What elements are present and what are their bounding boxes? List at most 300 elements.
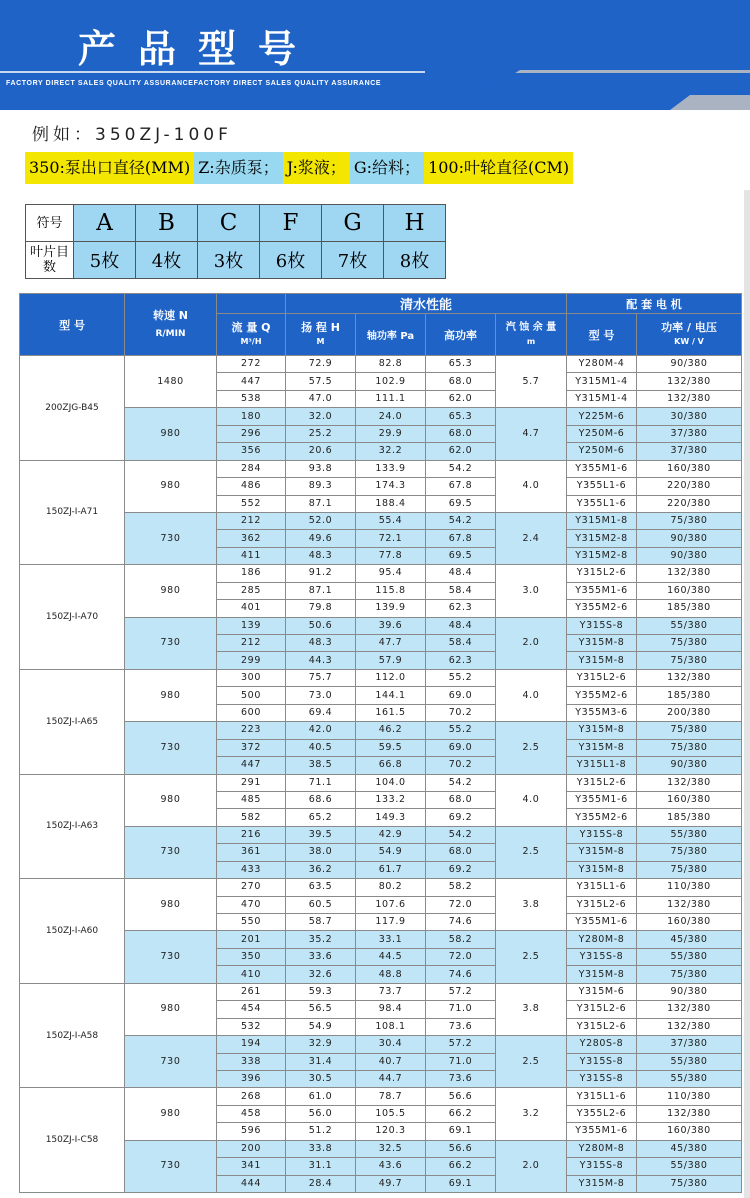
motor-model-cell: Y355M3-6 xyxy=(567,704,637,721)
flow-cell: 212 xyxy=(217,512,286,529)
head-cell: 38.0 xyxy=(286,844,356,861)
shaft-power-cell: 44.5 xyxy=(356,948,426,965)
motor-model-cell: Y315M-8 xyxy=(567,966,637,983)
motor-model-cell: Y355L1-6 xyxy=(567,478,637,495)
motor-model-cell: Y250M-6 xyxy=(567,443,637,460)
flow-cell: 194 xyxy=(217,1036,286,1053)
npsh-cell: 2.5 xyxy=(496,826,567,878)
efficiency-cell: 70.2 xyxy=(426,757,496,774)
flow-cell: 350 xyxy=(217,948,286,965)
efficiency-cell: 69.0 xyxy=(426,739,496,756)
efficiency-cell: 67.8 xyxy=(426,478,496,495)
flow-cell: 485 xyxy=(217,791,286,808)
shaft-power-cell: 133.9 xyxy=(356,460,426,477)
shaft-power-cell: 66.8 xyxy=(356,757,426,774)
motor-model-cell: Y315L1-8 xyxy=(567,757,637,774)
shaft-power-cell: 77.8 xyxy=(356,547,426,564)
head-cell: 39.5 xyxy=(286,826,356,843)
flow-cell: 361 xyxy=(217,844,286,861)
flow-cell: 186 xyxy=(217,565,286,582)
head-cell: 57.5 xyxy=(286,373,356,390)
efficiency-cell: 68.0 xyxy=(426,425,496,442)
head-cell: 60.5 xyxy=(286,896,356,913)
flow-cell: 396 xyxy=(217,1070,286,1087)
motor-model-cell: Y315L2-6 xyxy=(567,1018,637,1035)
head-cell: 58.7 xyxy=(286,914,356,931)
head-cell: 79.8 xyxy=(286,600,356,617)
shaft-power-cell: 78.7 xyxy=(356,1088,426,1105)
motor-model-cell: Y315L2-6 xyxy=(567,896,637,913)
motor-power-cell: 55/380 xyxy=(637,826,742,843)
shaft-power-cell: 144.1 xyxy=(356,687,426,704)
header-motor: 配 套 电 机 xyxy=(567,294,742,314)
efficiency-cell: 68.0 xyxy=(426,373,496,390)
table-row xyxy=(20,722,742,739)
motor-model-cell: Y355M2-6 xyxy=(567,600,637,617)
motor-model-cell: Y315L2-6 xyxy=(567,1001,637,1018)
flow-cell: 596 xyxy=(217,1123,286,1140)
motor-power-cell: 90/380 xyxy=(637,530,742,547)
motor-model-cell: Y315M2-8 xyxy=(567,547,637,564)
npsh-cell: 3.8 xyxy=(496,879,567,931)
efficiency-cell: 58.2 xyxy=(426,931,496,948)
pump-model-cell: 200ZJG-B45 xyxy=(20,356,125,461)
head-cell: 93.8 xyxy=(286,460,356,477)
npsh-cell: 5.7 xyxy=(496,356,567,408)
head-cell: 31.1 xyxy=(286,1158,356,1175)
motor-model-cell: Y315S-8 xyxy=(567,617,637,634)
shaft-power-cell: 40.7 xyxy=(356,1053,426,1070)
motor-power-cell: 45/380 xyxy=(637,931,742,948)
efficiency-cell: 73.6 xyxy=(426,1070,496,1087)
motor-power-cell: 90/380 xyxy=(637,547,742,564)
flow-cell: 532 xyxy=(217,1018,286,1035)
head-cell: 71.1 xyxy=(286,774,356,791)
motor-power-cell: 160/380 xyxy=(637,1123,742,1140)
npsh-cell: 3.8 xyxy=(496,983,567,1035)
pump-model-cell: 150ZJ-I-A70 xyxy=(20,565,125,670)
header-spacer xyxy=(217,294,286,314)
motor-model-cell: Y280M-4 xyxy=(567,356,637,373)
head-cell: 89.3 xyxy=(286,478,356,495)
efficiency-cell: 70.2 xyxy=(426,704,496,721)
flow-cell: 582 xyxy=(217,809,286,826)
efficiency-cell: 54.2 xyxy=(426,774,496,791)
header-speed-label: 转速 N xyxy=(152,308,189,322)
shaft-power-cell: 112.0 xyxy=(356,669,426,686)
head-cell: 73.0 xyxy=(286,687,356,704)
table-row xyxy=(20,1088,742,1105)
flow-cell: 296 xyxy=(217,425,286,442)
efficiency-cell: 57.2 xyxy=(426,983,496,1000)
motor-power-cell: 90/380 xyxy=(637,356,742,373)
blade-count-cell: 5枚 xyxy=(74,242,136,279)
flow-cell: 300 xyxy=(217,669,286,686)
flow-cell: 444 xyxy=(217,1175,286,1192)
header-power-label: 功率 / 电压 xyxy=(661,320,717,334)
head-cell: 87.1 xyxy=(286,582,356,599)
flow-cell: 433 xyxy=(217,861,286,878)
pump-model-cell: 150ZJ-I-A58 xyxy=(20,983,125,1088)
shaft-power-cell: 30.4 xyxy=(356,1036,426,1053)
symbol-cell: H xyxy=(384,205,446,242)
efficiency-cell: 74.6 xyxy=(426,914,496,931)
motor-power-cell: 37/380 xyxy=(637,1036,742,1053)
motor-model-cell: Y315L2-6 xyxy=(567,669,637,686)
symbol-label: 符号 xyxy=(26,205,74,242)
table-row xyxy=(20,983,742,1000)
efficiency-cell: 69.1 xyxy=(426,1123,496,1140)
shaft-power-cell: 54.9 xyxy=(356,844,426,861)
flow-cell: 600 xyxy=(217,704,286,721)
motor-model-cell: Y355M1-6 xyxy=(567,582,637,599)
efficiency-cell: 67.8 xyxy=(426,530,496,547)
efficiency-cell: 54.2 xyxy=(426,826,496,843)
shaft-power-cell: 149.3 xyxy=(356,809,426,826)
efficiency-cell: 57.2 xyxy=(426,1036,496,1053)
head-cell: 28.4 xyxy=(286,1175,356,1192)
motor-model-cell: Y250M-6 xyxy=(567,425,637,442)
motor-power-cell: 75/380 xyxy=(637,844,742,861)
motor-power-cell: 132/380 xyxy=(637,774,742,791)
motor-power-cell: 132/380 xyxy=(637,1001,742,1018)
motor-model-cell: Y225M-6 xyxy=(567,408,637,425)
motor-power-cell: 185/380 xyxy=(637,600,742,617)
header-efficiency: 高功率 xyxy=(426,314,496,356)
motor-power-cell: 75/380 xyxy=(637,722,742,739)
efficiency-cell: 62.0 xyxy=(426,390,496,407)
shaft-power-cell: 32.5 xyxy=(356,1140,426,1157)
head-cell: 25.2 xyxy=(286,425,356,442)
motor-model-cell: Y315M-8 xyxy=(567,1175,637,1192)
shaft-power-cell: 57.9 xyxy=(356,652,426,669)
blade-count-cell: 7枚 xyxy=(322,242,384,279)
legend-item: 100:叶轮直径(CM) xyxy=(424,152,573,184)
motor-power-cell: 132/380 xyxy=(637,669,742,686)
head-cell: 36.2 xyxy=(286,861,356,878)
head-cell: 75.7 xyxy=(286,669,356,686)
table-row xyxy=(20,1036,742,1053)
flow-cell: 261 xyxy=(217,983,286,1000)
motor-power-cell: 90/380 xyxy=(637,757,742,774)
efficiency-cell: 55.2 xyxy=(426,669,496,686)
table-row xyxy=(20,931,742,948)
npsh-cell: 3.2 xyxy=(496,1088,567,1140)
motor-power-cell: 45/380 xyxy=(637,1140,742,1157)
flow-cell: 552 xyxy=(217,495,286,512)
shaft-power-cell: 107.6 xyxy=(356,896,426,913)
speed-cell: 980 xyxy=(125,669,217,721)
head-cell: 65.2 xyxy=(286,809,356,826)
header-banner xyxy=(0,0,750,110)
header-power-unit: KW / V xyxy=(674,336,704,346)
flow-cell: 272 xyxy=(217,356,286,373)
motor-power-cell: 160/380 xyxy=(637,914,742,931)
motor-power-cell: 75/380 xyxy=(637,1175,742,1192)
shaft-power-cell: 59.5 xyxy=(356,739,426,756)
motor-power-cell: 55/380 xyxy=(637,1053,742,1070)
table-row xyxy=(20,1140,742,1157)
speed-cell: 980 xyxy=(125,983,217,1035)
flow-cell: 180 xyxy=(217,408,286,425)
efficiency-cell: 56.6 xyxy=(426,1140,496,1157)
blade-count-cell: 4枚 xyxy=(136,242,198,279)
motor-model-cell: Y315S-8 xyxy=(567,1053,637,1070)
efficiency-cell: 54.2 xyxy=(426,512,496,529)
npsh-cell: 2.0 xyxy=(496,617,567,669)
motor-power-cell: 90/380 xyxy=(637,983,742,1000)
motor-power-cell: 132/380 xyxy=(637,373,742,390)
table-row xyxy=(20,879,742,896)
legend-item: Z:杂质泵； xyxy=(194,152,283,184)
efficiency-cell: 73.6 xyxy=(426,1018,496,1035)
table-row xyxy=(20,826,742,843)
motor-power-cell: 75/380 xyxy=(637,652,742,669)
shaft-power-cell: 105.5 xyxy=(356,1105,426,1122)
motor-power-cell: 132/380 xyxy=(637,896,742,913)
flow-cell: 500 xyxy=(217,687,286,704)
header-npsh-unit: m xyxy=(526,336,536,346)
motor-model-cell: Y315L1-6 xyxy=(567,879,637,896)
npsh-cell: 2.5 xyxy=(496,931,567,983)
npsh-cell: 2.4 xyxy=(496,512,567,564)
shaft-power-cell: 24.0 xyxy=(356,408,426,425)
shaft-power-cell: 188.4 xyxy=(356,495,426,512)
flow-cell: 268 xyxy=(217,1088,286,1105)
speed-cell: 730 xyxy=(125,722,217,774)
flow-cell: 486 xyxy=(217,478,286,495)
efficiency-cell: 69.5 xyxy=(426,547,496,564)
efficiency-cell: 71.0 xyxy=(426,1053,496,1070)
motor-model-cell: Y355M1-6 xyxy=(567,914,637,931)
motor-power-cell: 132/380 xyxy=(637,390,742,407)
efficiency-cell: 69.5 xyxy=(426,495,496,512)
flow-cell: 223 xyxy=(217,722,286,739)
speed-cell: 980 xyxy=(125,565,217,617)
head-cell: 56.0 xyxy=(286,1105,356,1122)
shaft-power-cell: 95.4 xyxy=(356,565,426,582)
shaft-power-cell: 117.9 xyxy=(356,914,426,931)
efficiency-cell: 68.0 xyxy=(426,844,496,861)
efficiency-cell: 66.2 xyxy=(426,1105,496,1122)
efficiency-cell: 48.4 xyxy=(426,617,496,634)
head-cell: 72.9 xyxy=(286,356,356,373)
pump-model-cell: 150ZJ-I-A63 xyxy=(20,774,125,879)
motor-power-cell: 160/380 xyxy=(637,582,742,599)
head-cell: 30.5 xyxy=(286,1070,356,1087)
shaft-power-cell: 29.9 xyxy=(356,425,426,442)
legend-item: G:给料； xyxy=(350,152,424,184)
table-row xyxy=(20,669,742,686)
speed-cell: 980 xyxy=(125,1088,217,1140)
shaft-power-cell: 32.2 xyxy=(356,443,426,460)
motor-power-cell: 75/380 xyxy=(637,966,742,983)
model-legend xyxy=(25,152,573,184)
table-row xyxy=(20,356,742,373)
npsh-cell: 2.5 xyxy=(496,722,567,774)
efficiency-cell: 65.3 xyxy=(426,408,496,425)
head-cell: 32.0 xyxy=(286,408,356,425)
header-npsh xyxy=(496,314,567,356)
motor-power-cell: 110/380 xyxy=(637,879,742,896)
shaft-power-cell: 55.4 xyxy=(356,512,426,529)
head-cell: 47.0 xyxy=(286,390,356,407)
head-cell: 52.0 xyxy=(286,512,356,529)
legend-item: J:浆液； xyxy=(283,152,350,184)
efficiency-cell: 62.3 xyxy=(426,652,496,669)
speed-cell: 980 xyxy=(125,460,217,512)
motor-model-cell: Y315L2-6 xyxy=(567,565,637,582)
pump-model-cell: 150ZJ-I-A60 xyxy=(20,879,125,984)
efficiency-cell: 68.0 xyxy=(426,791,496,808)
flow-cell: 470 xyxy=(217,896,286,913)
motor-power-cell: 185/380 xyxy=(637,687,742,704)
speed-cell: 730 xyxy=(125,826,217,878)
flow-cell: 284 xyxy=(217,460,286,477)
head-cell: 32.6 xyxy=(286,966,356,983)
header-head-label: 扬 程 H xyxy=(301,320,340,334)
efficiency-cell: 56.6 xyxy=(426,1088,496,1105)
shaft-power-cell: 48.8 xyxy=(356,966,426,983)
flow-cell: 270 xyxy=(217,879,286,896)
shaft-power-cell: 49.7 xyxy=(356,1175,426,1192)
efficiency-cell: 66.2 xyxy=(426,1158,496,1175)
motor-model-cell: Y315M-8 xyxy=(567,722,637,739)
shaft-power-cell: 61.7 xyxy=(356,861,426,878)
speed-cell: 980 xyxy=(125,879,217,931)
head-cell: 35.2 xyxy=(286,931,356,948)
motor-power-cell: 110/380 xyxy=(637,1088,742,1105)
flow-cell: 401 xyxy=(217,600,286,617)
speed-cell: 730 xyxy=(125,1140,217,1192)
table-row xyxy=(20,774,742,791)
blade-count-cell: 8枚 xyxy=(384,242,446,279)
blade-count-cell: 3枚 xyxy=(198,242,260,279)
npsh-cell: 4.0 xyxy=(496,774,567,826)
motor-model-cell: Y315S-8 xyxy=(567,948,637,965)
motor-model-cell: Y315M1-4 xyxy=(567,390,637,407)
efficiency-cell: 72.0 xyxy=(426,948,496,965)
motor-power-cell: 30/380 xyxy=(637,408,742,425)
header-npsh-label: 汽 蚀 余 量 xyxy=(505,321,557,333)
head-cell: 48.3 xyxy=(286,635,356,652)
table-row xyxy=(20,565,742,582)
motor-model-cell: Y315M-8 xyxy=(567,652,637,669)
motor-power-cell: 132/380 xyxy=(637,1105,742,1122)
flow-cell: 200 xyxy=(217,1140,286,1157)
npsh-cell: 4.0 xyxy=(496,460,567,512)
shaft-power-cell: 80.2 xyxy=(356,879,426,896)
flow-cell: 139 xyxy=(217,617,286,634)
flow-cell: 372 xyxy=(217,739,286,756)
efficiency-cell: 65.3 xyxy=(426,356,496,373)
symbol-cell: A xyxy=(74,205,136,242)
symbol-cell: B xyxy=(136,205,198,242)
header-flow-label: 流 量 Q xyxy=(231,320,271,334)
legend-item: 350:泵出口直径(MM) xyxy=(25,152,194,184)
efficiency-cell: 72.0 xyxy=(426,896,496,913)
efficiency-cell: 74.6 xyxy=(426,966,496,983)
flow-cell: 285 xyxy=(217,582,286,599)
motor-model-cell: Y315M-8 xyxy=(567,739,637,756)
shaft-power-cell: 120.3 xyxy=(356,1123,426,1140)
efficiency-cell: 62.3 xyxy=(426,600,496,617)
table-row xyxy=(20,460,742,477)
motor-power-cell: 220/380 xyxy=(637,495,742,512)
head-cell: 38.5 xyxy=(286,757,356,774)
shaft-power-cell: 33.1 xyxy=(356,931,426,948)
motor-model-cell: Y315M1-8 xyxy=(567,512,637,529)
header-shaft-power: 轴功率 Pa xyxy=(356,314,426,356)
symbol-cell: G xyxy=(322,205,384,242)
shaft-power-cell: 98.4 xyxy=(356,1001,426,1018)
efficiency-cell: 58.4 xyxy=(426,582,496,599)
flow-cell: 338 xyxy=(217,1053,286,1070)
motor-power-cell: 37/380 xyxy=(637,443,742,460)
shaft-power-cell: 73.7 xyxy=(356,983,426,1000)
head-cell: 49.6 xyxy=(286,530,356,547)
symbol-cell: C xyxy=(198,205,260,242)
flow-cell: 212 xyxy=(217,635,286,652)
flow-cell: 299 xyxy=(217,652,286,669)
head-cell: 63.5 xyxy=(286,879,356,896)
header-motor-model: 型 号 xyxy=(567,314,637,356)
blade-count-cell: 6枚 xyxy=(260,242,322,279)
head-cell: 44.3 xyxy=(286,652,356,669)
head-cell: 31.4 xyxy=(286,1053,356,1070)
shaft-power-cell: 39.6 xyxy=(356,617,426,634)
efficiency-cell: 69.2 xyxy=(426,861,496,878)
table-row xyxy=(20,617,742,634)
flow-cell: 447 xyxy=(217,373,286,390)
shaft-power-cell: 47.7 xyxy=(356,635,426,652)
motor-model-cell: Y355M2-6 xyxy=(567,809,637,826)
motor-power-cell: 55/380 xyxy=(637,617,742,634)
flow-cell: 362 xyxy=(217,530,286,547)
flow-cell: 201 xyxy=(217,931,286,948)
shaft-power-cell: 115.8 xyxy=(356,582,426,599)
motor-model-cell: Y315S-8 xyxy=(567,826,637,843)
npsh-cell: 3.0 xyxy=(496,565,567,617)
motor-power-cell: 132/380 xyxy=(637,565,742,582)
motor-model-cell: Y355M1-6 xyxy=(567,1123,637,1140)
head-cell: 42.0 xyxy=(286,722,356,739)
flow-cell: 458 xyxy=(217,1105,286,1122)
motor-model-cell: Y315M-6 xyxy=(567,983,637,1000)
motor-power-cell: 55/380 xyxy=(637,948,742,965)
flow-cell: 341 xyxy=(217,1158,286,1175)
npsh-cell: 4.7 xyxy=(496,408,567,460)
shaft-power-cell: 43.6 xyxy=(356,1158,426,1175)
efficiency-cell: 69.1 xyxy=(426,1175,496,1192)
table-row xyxy=(20,512,742,529)
shaft-power-cell: 102.9 xyxy=(356,373,426,390)
motor-power-cell: 160/380 xyxy=(637,791,742,808)
motor-power-cell: 55/380 xyxy=(637,1158,742,1175)
motor-model-cell: Y315M-8 xyxy=(567,635,637,652)
head-cell: 69.4 xyxy=(286,704,356,721)
head-cell: 91.2 xyxy=(286,565,356,582)
motor-power-cell: 75/380 xyxy=(637,739,742,756)
head-cell: 51.2 xyxy=(286,1123,356,1140)
shaft-power-cell: 161.5 xyxy=(356,704,426,721)
head-cell: 87.1 xyxy=(286,495,356,512)
shaft-power-cell: 174.3 xyxy=(356,478,426,495)
flow-cell: 410 xyxy=(217,966,286,983)
page-title: 产品型号 xyxy=(78,27,319,71)
motor-power-cell: 37/380 xyxy=(637,425,742,442)
motor-model-cell: Y355M1-6 xyxy=(567,791,637,808)
